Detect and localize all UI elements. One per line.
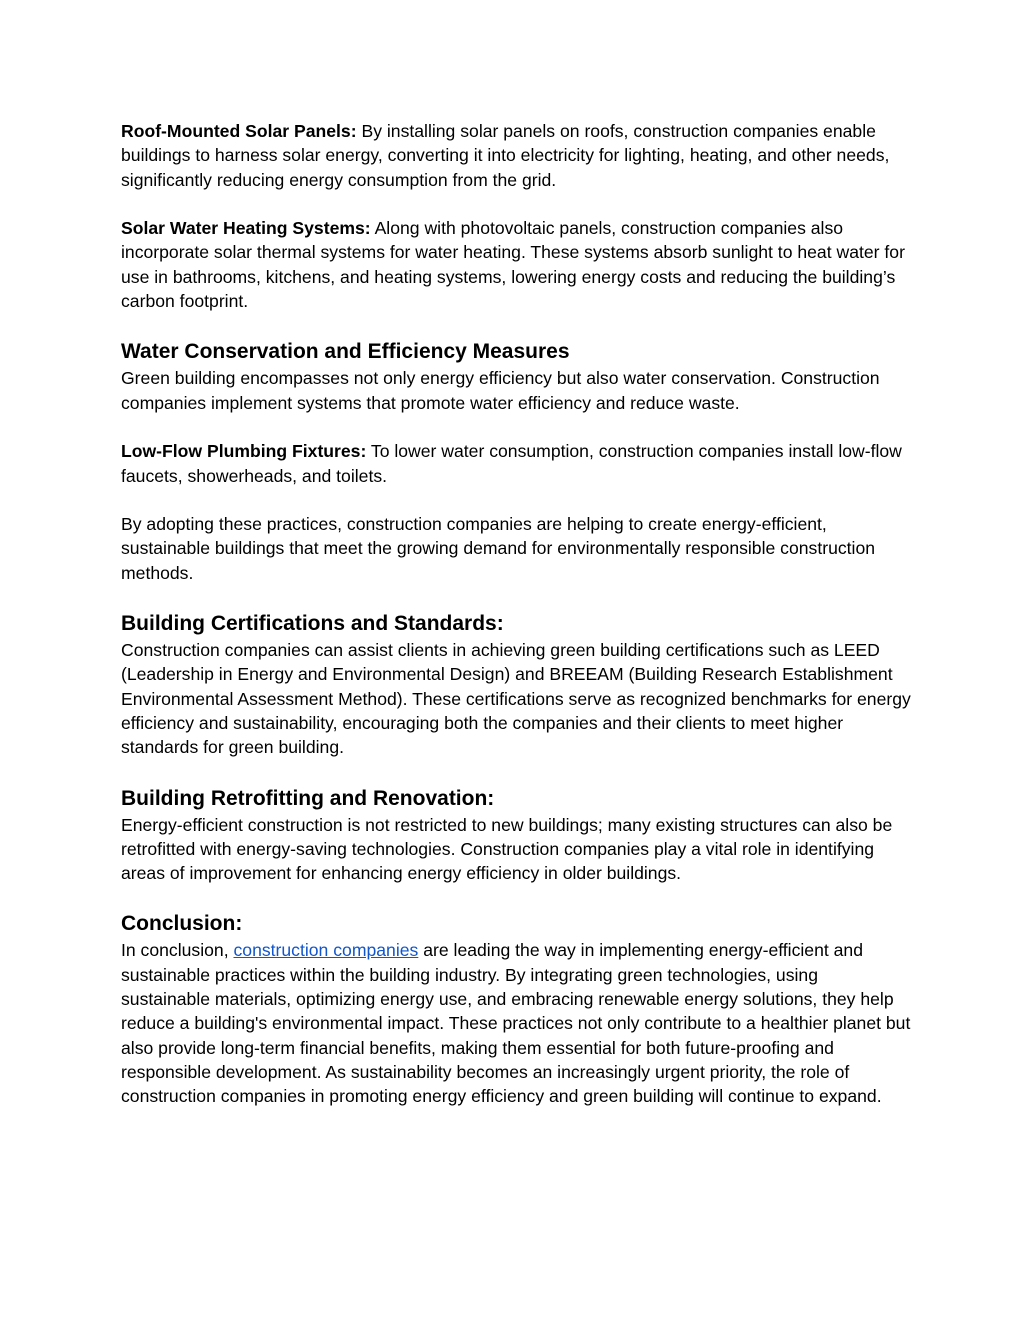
document-page	[121, 119, 911, 1109]
water-conservation-heading: Water Conservation and Efficiency Measures	[121, 340, 570, 364]
conclusion-text-after: are leading the way in implementing energy-efficient and sustainable practices within the building industry. By integrating green technologies, using sustainable materials, optimizing energy use, and embracing renewable energy solutions, they help reduce a building's environmental impact. These practices not only contribute to a healthier planet but also provide long-term financial benefits, making them essential for both future-proofing and responsible development. As sustainability becomes an increasingly urgent priority, the role of construction companies in promoting energy efficiency and green building will continue to expand.	[121, 940, 911, 1107]
solar-panels-label: Roof-Mounted Solar Panels:	[121, 121, 357, 141]
practices-paragraph: By adopting these practices, construction companies are helping to create energy-efficient, sustainable buildings that meet the growing demand for environmentally responsible construction methods.	[121, 514, 876, 583]
certifications-text: Construction companies can assist clients in achieving green building certifications such as LEED (Leadership in Energy and Environmental Design) and BREEAM (Building Research Establishment Environmental Assessment Method). These certifications serve as recognized benchmarks for energy efficiency and sustainability, encouraging both the companies and their clients to meet higher standards for green building.	[121, 640, 911, 758]
low-flow-label: Low-Flow Plumbing Fixtures:	[121, 441, 367, 462]
conclusion-paragraph	[121, 938, 911, 1108]
solar-water-paragraph	[121, 216, 911, 313]
low-flow-text: To lower water consumption, construction companies install low-flow faucets, showerheads, and toilets.	[121, 441, 902, 486]
water-conservation-text: Green building encompasses not only energy efficiency but also water conservation. Construction companies implement systems that promote water efficiency and reduce waste.	[121, 368, 880, 413]
conclusion-heading: Conclusion:	[121, 912, 243, 936]
solar-water-label: Solar Water Heating Systems:	[121, 218, 371, 239]
low-flow-paragraph	[121, 439, 911, 488]
retrofitting-text: Energy-efficient construction is not restricted to new buildings; many existing structures can also be retrofitted with energy-saving technologies. Construction companies play a vital role in identifying areas of improvement for enhancing energy efficiency in older buildings.	[121, 814, 893, 884]
certifications-heading: Building Certifications and Standards:	[121, 612, 504, 636]
retrofitting-heading: Building Retrofitting and Renovation:	[121, 786, 495, 810]
conclusion-text-before: In conclusion,	[121, 940, 234, 961]
solar-panels-text: By installing solar panels on roofs, construction companies enable buildings to harness solar energy, converting it into electricity for lighting, heating, and other needs, significantly reducing energy consumption from the grid.	[121, 121, 890, 190]
solar-panels-paragraph	[121, 119, 911, 192]
solar-water-text: Along with photovoltaic panels, construction companies also incorporate solar thermal systems for water heating. These systems absorb sunlight to heat water for use in bathrooms, kitchens, and heating systems, lowering energy costs and reducing the building’s carbon footprint.	[121, 218, 905, 312]
construction-companies-link[interactable]: construction companies	[233, 940, 419, 961]
